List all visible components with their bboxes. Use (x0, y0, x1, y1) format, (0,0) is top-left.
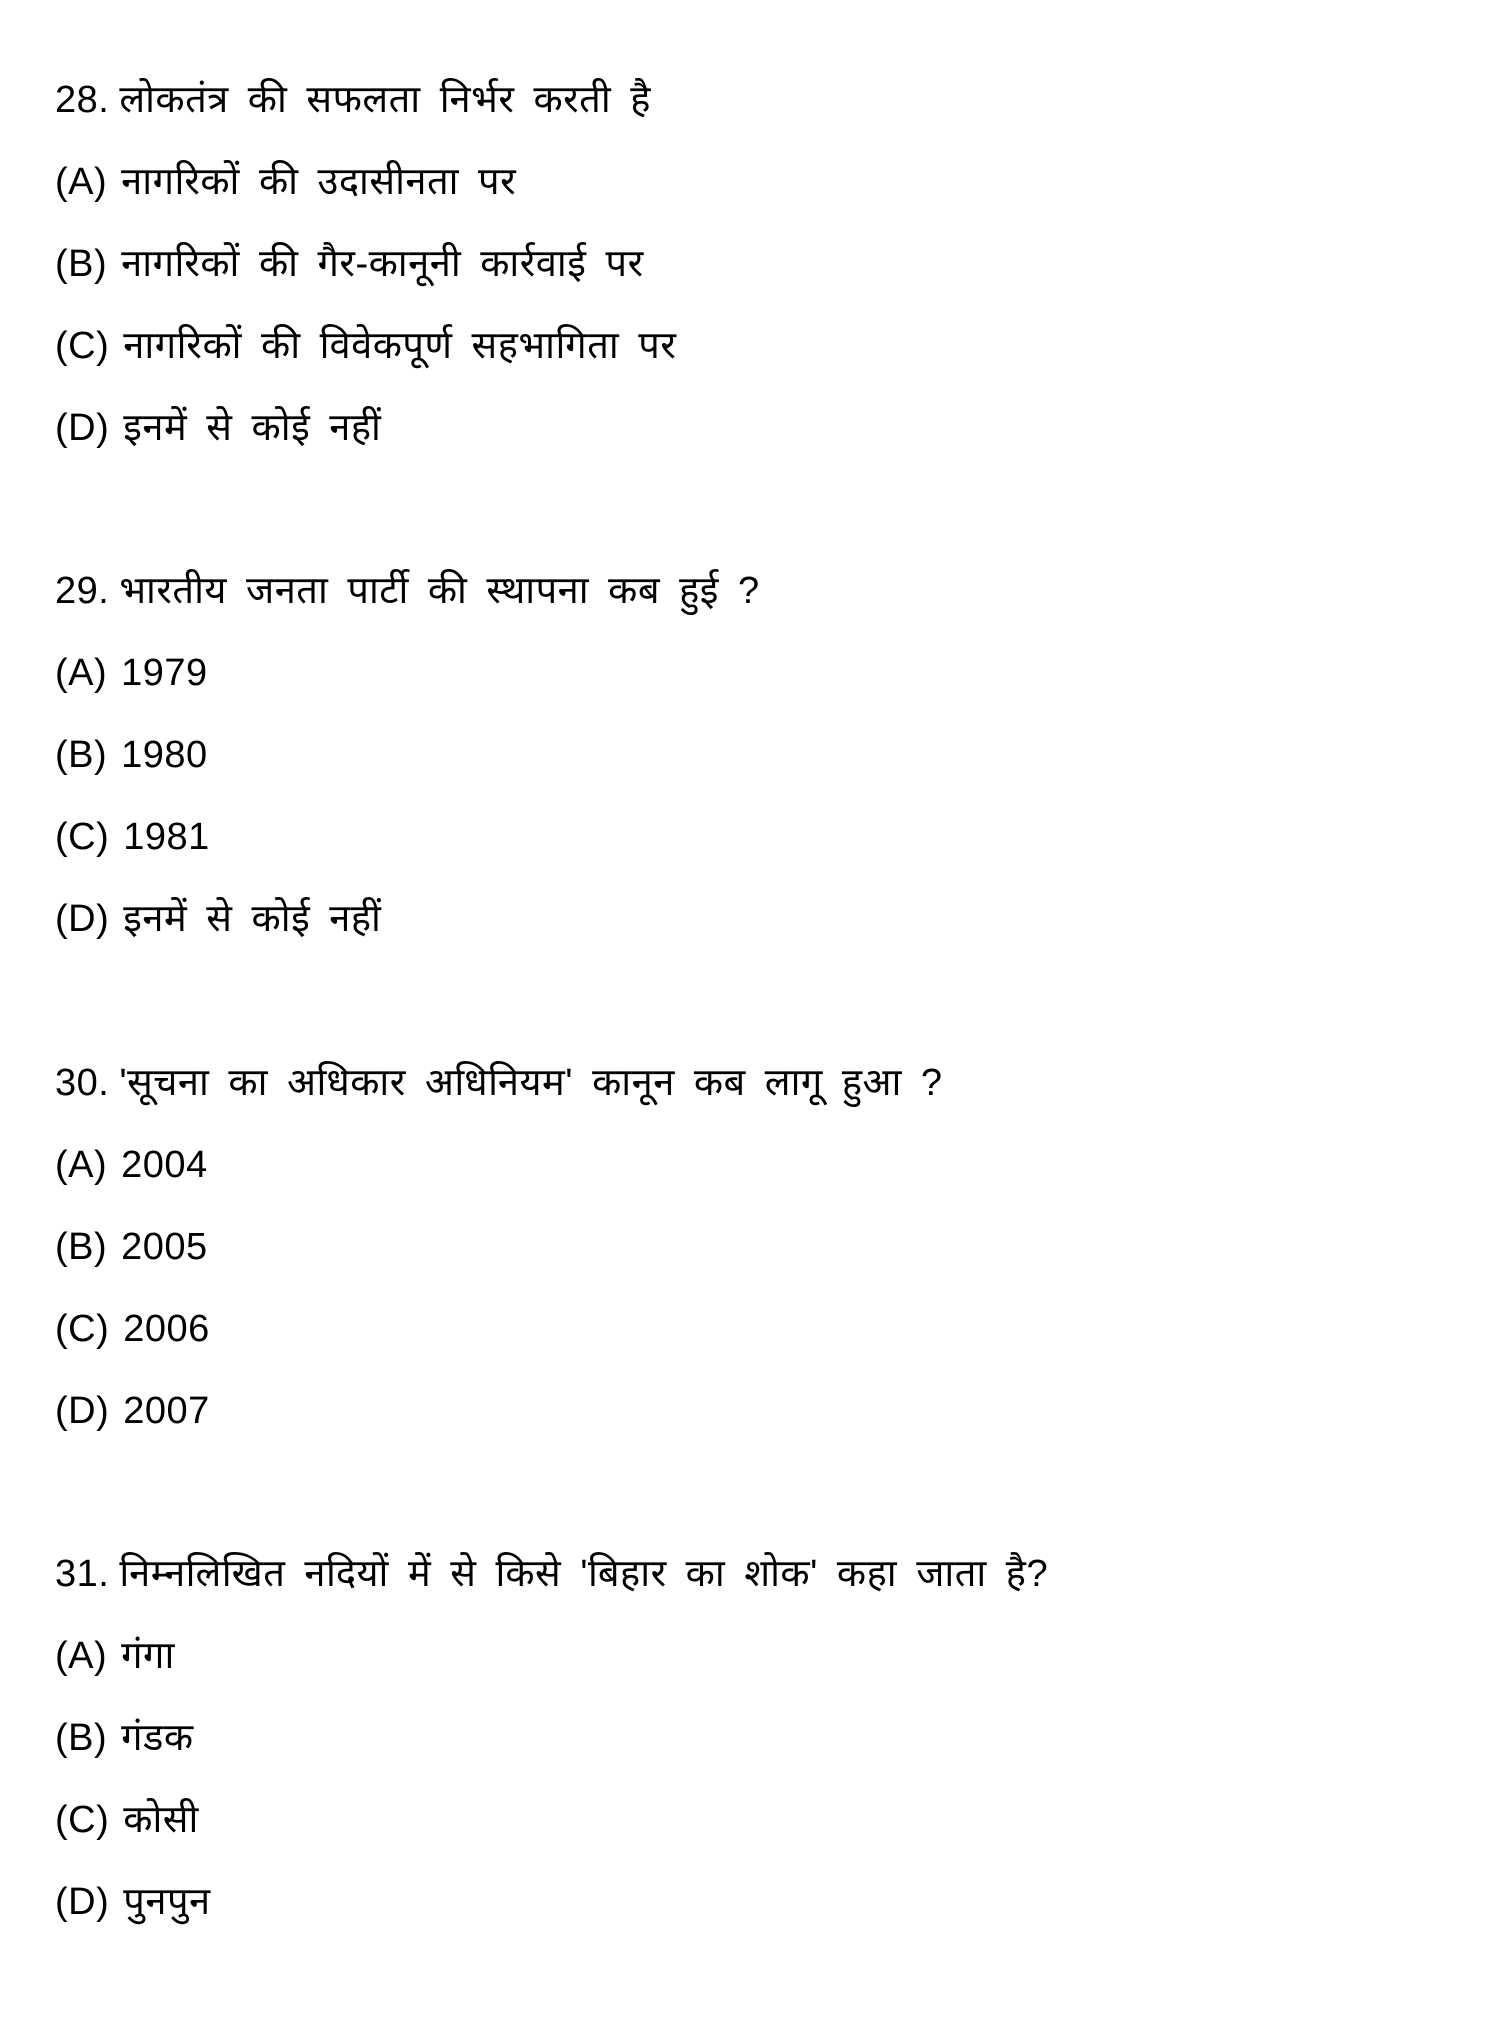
question-31 (55, 1533, 1455, 1943)
option-text: 1980 (121, 734, 208, 776)
option-text: 2005 (121, 1226, 208, 1268)
option-label: (B) (55, 1226, 108, 1268)
option-text: नागरिकों की विवेकपूर्ण सहभागिता पर (123, 325, 677, 367)
question-30 (55, 1042, 1455, 1452)
option-text: नागरिकों की गैर-कानूनी कार्रवाई पर (121, 243, 644, 285)
option-label: (C) (55, 816, 110, 858)
option-text: गंगा (121, 1635, 175, 1677)
option-text: 2006 (123, 1308, 210, 1350)
option-text: इनमें से कोई नहीं (123, 898, 382, 940)
option-c (55, 1779, 1455, 1861)
option-text: नागरिकों की उदासीनता पर (121, 161, 517, 203)
option-d (55, 387, 1455, 469)
question-number: 29. (55, 570, 110, 612)
option-text: 1979 (121, 652, 208, 694)
question-number: 31. (55, 1553, 110, 1595)
option-d (55, 1370, 1455, 1452)
option-b (55, 1697, 1455, 1779)
option-label: (D) (55, 898, 110, 940)
option-d (55, 878, 1455, 960)
question-stem (55, 1533, 1455, 1615)
question-number: 30. (55, 1062, 110, 1104)
question-number: 28. (55, 79, 110, 121)
option-label: (D) (55, 1881, 110, 1923)
option-label: (C) (55, 325, 110, 367)
option-c (55, 796, 1455, 878)
question-stem (55, 550, 1455, 632)
question-text: भारतीय जनता पार्टी की स्थापना कब हुई ? (119, 570, 760, 612)
option-b (55, 714, 1455, 796)
option-text: गंडक (121, 1717, 194, 1759)
option-c (55, 1288, 1455, 1370)
option-b (55, 223, 1455, 305)
question-stem (55, 1042, 1455, 1124)
option-label: (C) (55, 1799, 110, 1841)
question-text: लोकतंत्र की सफलता निर्भर करती है (119, 79, 651, 121)
option-label: (A) (55, 1144, 108, 1186)
option-a (55, 632, 1455, 714)
question-28 (55, 59, 1455, 469)
option-text: कोसी (123, 1799, 199, 1841)
option-label: (A) (55, 1635, 108, 1677)
option-label: (A) (55, 652, 108, 694)
option-label: (A) (55, 161, 108, 203)
option-text: इनमें से कोई नहीं (123, 407, 382, 449)
option-a (55, 1124, 1455, 1206)
option-d (55, 1861, 1455, 1943)
option-c (55, 305, 1455, 387)
option-label: (D) (55, 1390, 110, 1432)
question-text: 'सूचना का अधिकार अधिनियम' कानून कब लागू हुआ ? (119, 1062, 943, 1104)
option-label: (B) (55, 734, 108, 776)
question-29 (55, 550, 1455, 960)
question-stem (55, 59, 1455, 141)
option-text: 2004 (121, 1144, 208, 1186)
option-text: 2007 (123, 1390, 210, 1432)
option-b (55, 1206, 1455, 1288)
option-a (55, 1615, 1455, 1697)
option-label: (B) (55, 1717, 108, 1759)
option-text: 1981 (123, 816, 210, 858)
question-text: निम्नलिखित नदियों में से किसे 'बिहार का शोक' कहा जाता है? (119, 1553, 1049, 1595)
option-label: (B) (55, 243, 108, 285)
option-label: (D) (55, 407, 110, 449)
option-label: (C) (55, 1308, 110, 1350)
option-a (55, 141, 1455, 223)
option-text: पुनपुन (123, 1881, 211, 1923)
